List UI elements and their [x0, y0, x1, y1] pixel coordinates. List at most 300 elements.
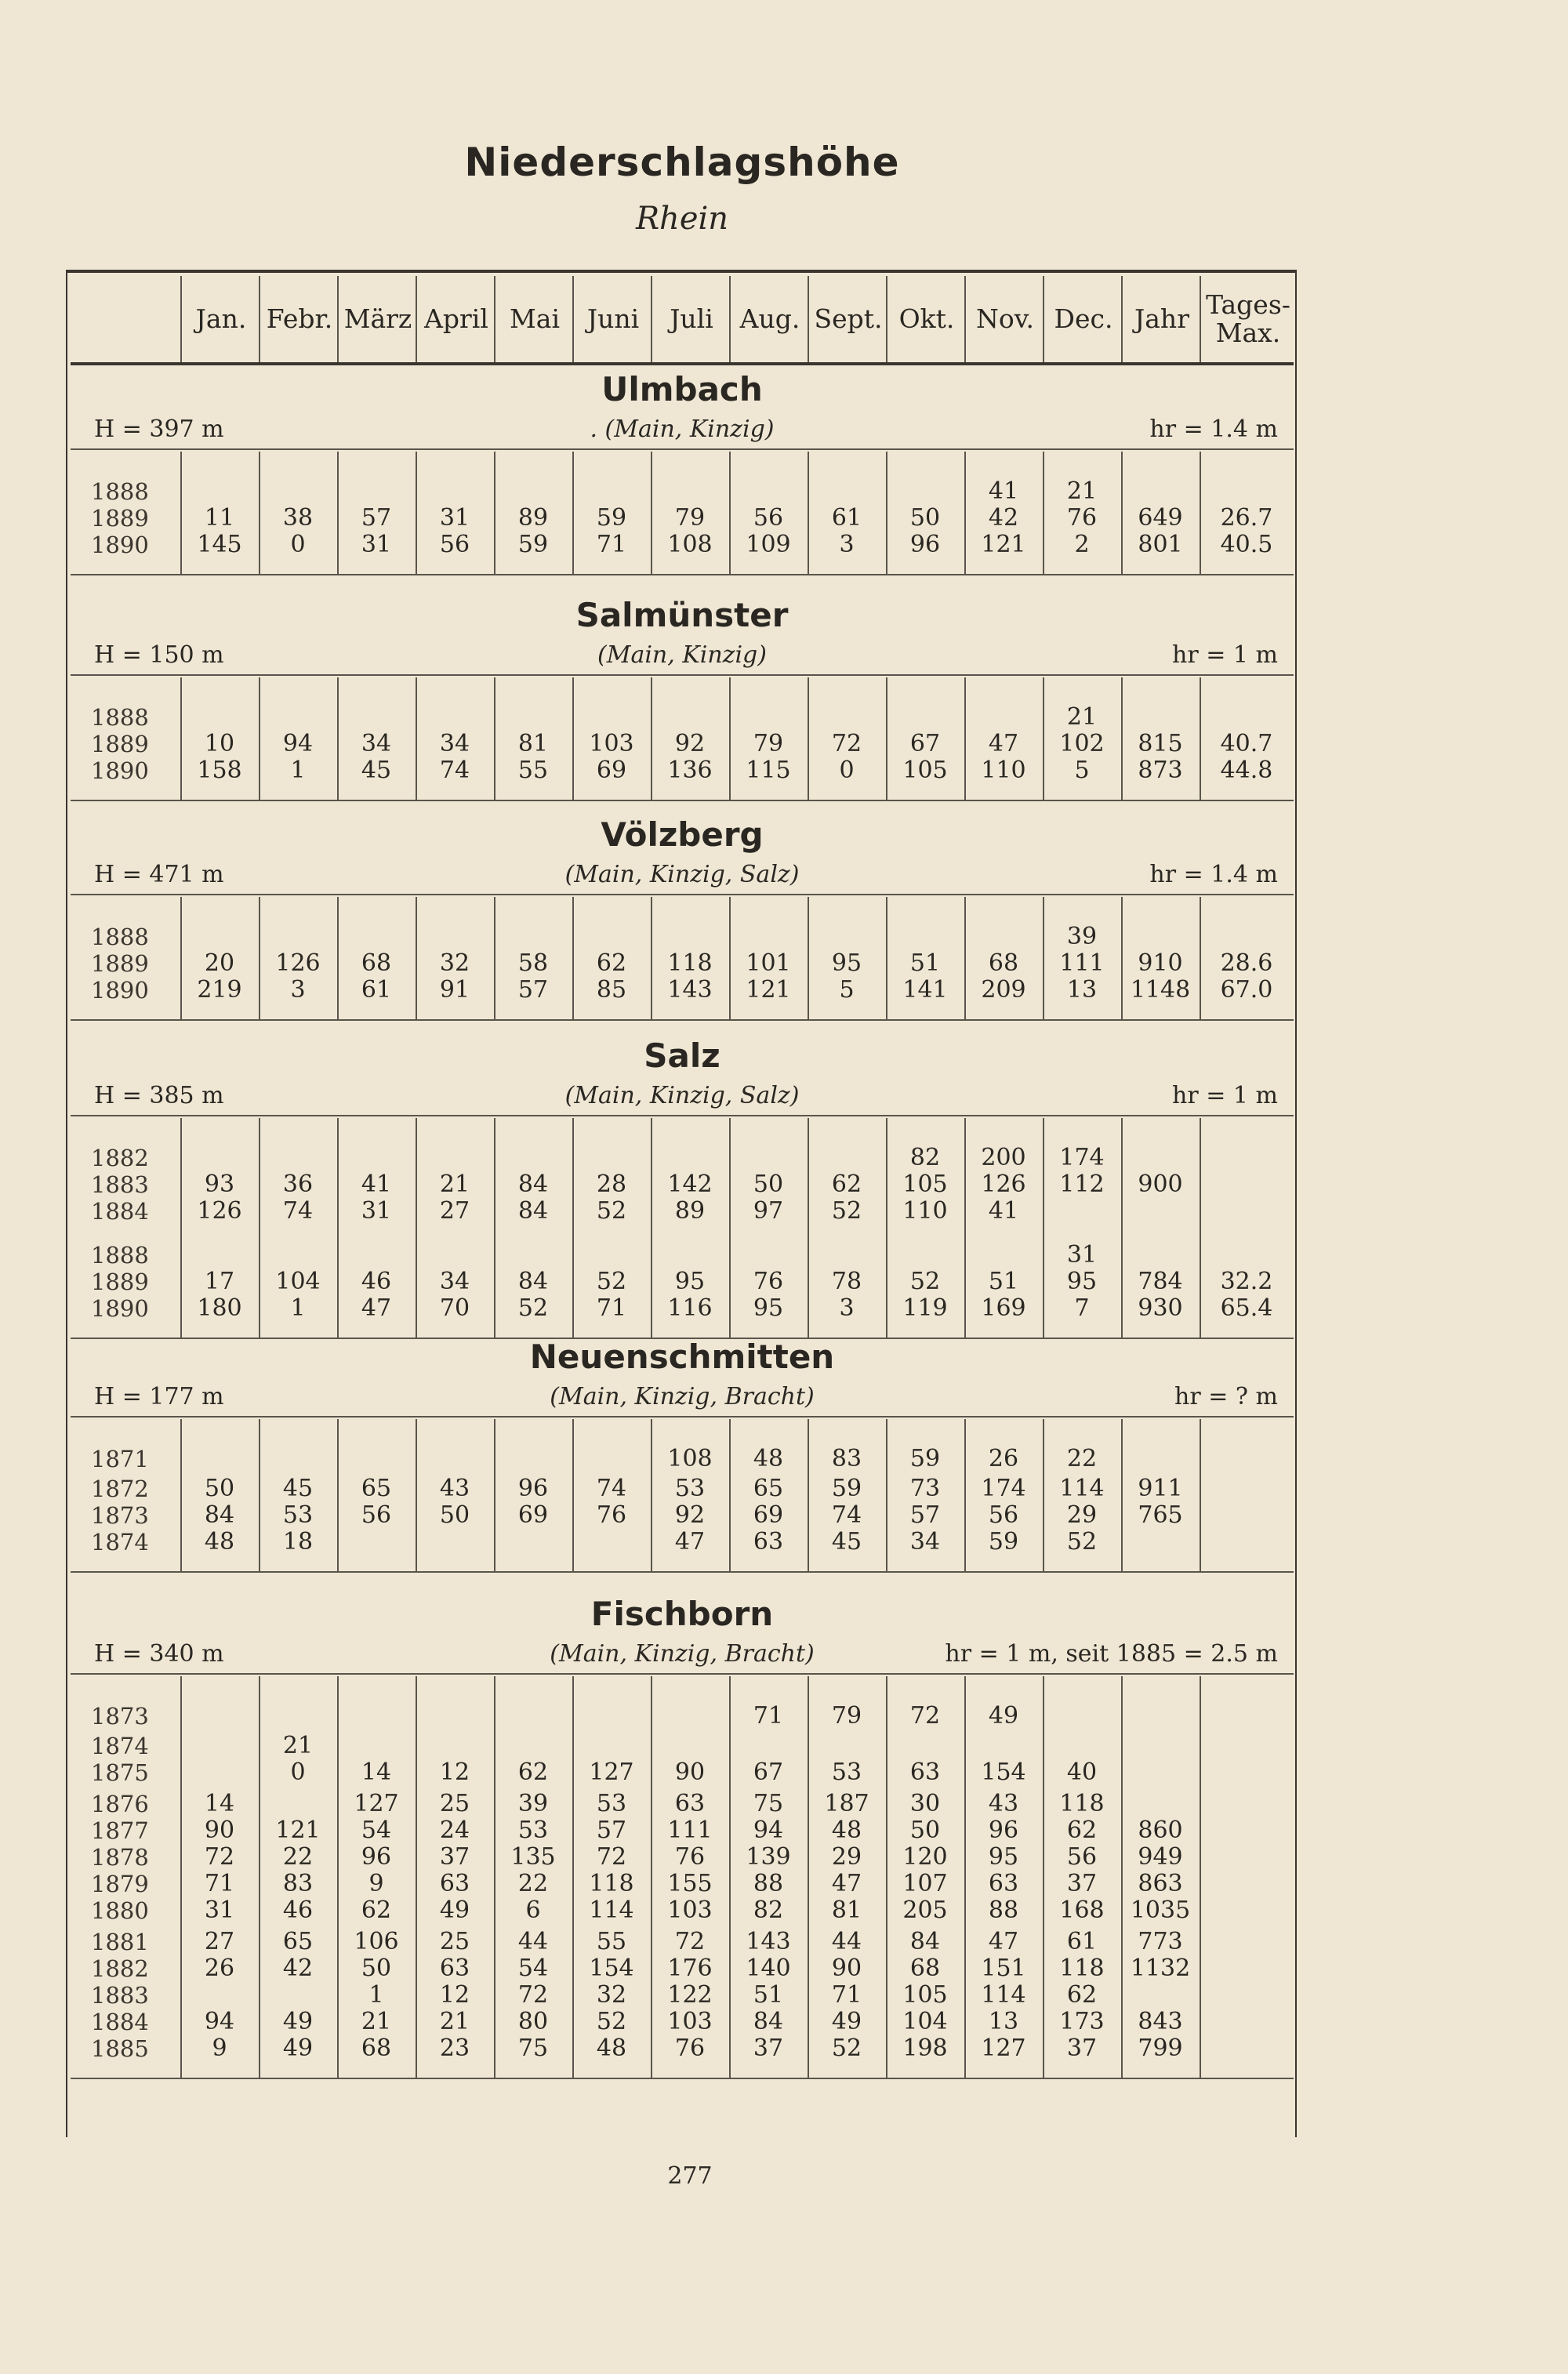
- row-year: 1879: [91, 1871, 149, 1897]
- table-cell: 89: [517, 504, 549, 532]
- table-cell: 108: [667, 1445, 713, 1472]
- table-cell: 96: [909, 531, 941, 558]
- column-divider: [1121, 1118, 1123, 1338]
- table-cell: 22: [1066, 1445, 1098, 1472]
- table-cell: 68: [988, 949, 1019, 977]
- station-gauge-height: hr = 1 m: [1172, 641, 1278, 669]
- column-header: Sept.: [808, 276, 887, 362]
- table-cell: 54: [361, 1817, 392, 1844]
- table-cell: 95: [988, 1843, 1019, 1871]
- row-year: 1873: [91, 1502, 149, 1529]
- station-name: Salz: [644, 1036, 720, 1075]
- table-cell: 96: [361, 1843, 392, 1871]
- table-cell: 127: [589, 1759, 634, 1786]
- table-cell: 62: [1066, 1817, 1098, 1844]
- table-cell: 62: [831, 1171, 862, 1198]
- table-cell: 81: [517, 730, 549, 757]
- table-cell: 49: [282, 2008, 314, 2035]
- table-cell: 121: [746, 976, 791, 1004]
- column-divider: [651, 452, 652, 574]
- column-divider: [337, 897, 339, 1019]
- table-cell: 52: [596, 1197, 627, 1225]
- table-row: [71, 2035, 1294, 2062]
- table-cell: 103: [667, 2008, 713, 2035]
- station-river: (Main, Kinzig, Salz): [564, 861, 800, 888]
- table-cell: 53: [596, 1790, 627, 1817]
- table-cell: 118: [667, 949, 713, 977]
- table-cell: 7: [1074, 1294, 1090, 1322]
- table-cell: 122: [667, 1981, 713, 2009]
- table-cell: 84: [909, 1928, 941, 1955]
- table-row: [71, 1733, 1294, 1759]
- table-cell: 44: [831, 1928, 862, 1955]
- table-cell: 119: [902, 1294, 948, 1322]
- table-cell: 57: [517, 976, 549, 1004]
- table-cell: 118: [589, 1870, 634, 1897]
- station-height: H = 177 m: [94, 1383, 224, 1410]
- table-cell: 860: [1138, 1817, 1183, 1844]
- table-cell: 63: [909, 1759, 941, 1786]
- table-cell: 47: [988, 730, 1019, 757]
- table-cell: 200: [981, 1144, 1026, 1171]
- column-header: Okt.: [886, 276, 966, 362]
- table-cell: 58: [517, 949, 549, 977]
- table-cell: 84: [517, 1268, 549, 1295]
- station-gauge-height: hr = 1.4 m: [1149, 416, 1278, 443]
- table-cell: 27: [439, 1197, 470, 1225]
- table-cell: 71: [204, 1870, 235, 1897]
- table-row: [71, 1476, 1294, 1502]
- table-cell: 52: [596, 1268, 627, 1295]
- station-bottom-rule: [71, 1571, 1294, 1573]
- table-cell: 110: [902, 1197, 948, 1225]
- table-cell: 801: [1138, 531, 1183, 558]
- table-cell: 105: [902, 1981, 948, 2009]
- table-cell: 13: [988, 2008, 1019, 2035]
- column-divider: [337, 1118, 339, 1338]
- table-cell: 45: [282, 1475, 314, 1502]
- column-header: April: [416, 276, 495, 362]
- station-river: . (Main, Kinzig): [590, 416, 775, 443]
- column-divider: [729, 1118, 731, 1338]
- table-cell: 56: [439, 531, 470, 558]
- table-cell: 47: [988, 1928, 1019, 1955]
- table-cell: 68: [909, 1955, 941, 1982]
- table-cell: 68: [361, 2035, 392, 2062]
- table-cell: 41: [988, 1197, 1019, 1225]
- table-cell: 71: [596, 1294, 627, 1322]
- table-cell: 14: [204, 1790, 235, 1817]
- table-cell: 61: [361, 976, 392, 1004]
- table-cell: 43: [439, 1475, 470, 1502]
- table-row: [71, 505, 1294, 532]
- table-cell: 96: [517, 1475, 549, 1502]
- column-divider: [494, 897, 495, 1019]
- table-row: [71, 977, 1294, 1004]
- table-cell: 34: [439, 730, 470, 757]
- table-cell: 67: [909, 730, 941, 757]
- column-divider: [729, 1676, 731, 2078]
- table-cell: 48: [753, 1445, 784, 1472]
- column-divider: [808, 1419, 809, 1571]
- row-year: 1890: [91, 1295, 149, 1322]
- column-divider: [1043, 452, 1044, 574]
- table-cell: 45: [361, 757, 392, 784]
- table-cell: 69: [596, 757, 627, 784]
- table-cell: 158: [197, 757, 242, 784]
- table-cell: 209: [981, 976, 1026, 1004]
- table-row: [71, 1242, 1294, 1269]
- column-divider: [729, 452, 731, 574]
- table-cell: 83: [282, 1870, 314, 1897]
- table-cell: 59: [831, 1475, 862, 1502]
- table-cell: 45: [831, 1528, 862, 1555]
- column-divider: [808, 897, 809, 1019]
- table-cell: 773: [1138, 1928, 1183, 1955]
- table-row: [71, 1982, 1294, 2009]
- table-cell: 27: [204, 1928, 235, 1955]
- table-cell: 32: [439, 949, 470, 977]
- table-cell: 59: [596, 504, 627, 532]
- row-year: 1889: [91, 731, 149, 757]
- table-cell: 21: [439, 1171, 470, 1198]
- station-height: H = 150 m: [94, 641, 224, 669]
- station-river: (Main, Kinzig): [597, 641, 767, 669]
- column-divider: [1043, 677, 1044, 800]
- table-cell: 82: [909, 1144, 941, 1171]
- table-cell: 52: [831, 2035, 862, 2062]
- table-cell: 71: [596, 531, 627, 558]
- table-cell: 135: [510, 1843, 556, 1871]
- table-cell: 799: [1138, 2035, 1183, 2062]
- table-cell: 96: [988, 1817, 1019, 1844]
- column-divider: [180, 897, 182, 1019]
- column-header: Dec.: [1043, 276, 1123, 362]
- table-cell: 73: [909, 1475, 941, 1502]
- table-cell: 103: [667, 1897, 713, 1924]
- table-cell: 92: [674, 1501, 706, 1529]
- table-row: [71, 1759, 1294, 1786]
- table-cell: 127: [354, 1790, 399, 1817]
- row-year: 1890: [91, 757, 149, 784]
- station-height: H = 340 m: [94, 1640, 224, 1668]
- table-cell: 95: [831, 949, 862, 977]
- table-cell: 22: [517, 1870, 549, 1897]
- table-cell: 108: [667, 531, 713, 558]
- table-cell: 23: [439, 2035, 470, 2062]
- station-gauge-height: hr = 1 m: [1172, 1082, 1278, 1109]
- station-gauge-height: hr = 1.4 m: [1149, 861, 1278, 888]
- table-cell: 65: [753, 1475, 784, 1502]
- row-year: 1875: [91, 1759, 149, 1786]
- station-river: (Main, Kinzig, Bracht): [550, 1383, 815, 1410]
- table-cell: 30: [909, 1790, 941, 1817]
- table-cell: 116: [667, 1294, 713, 1322]
- table-cell: 145: [197, 531, 242, 558]
- table-cell: 21: [439, 2008, 470, 2035]
- column-divider: [886, 452, 887, 574]
- table-cell: 52: [909, 1268, 941, 1295]
- table-cell: 75: [753, 1790, 784, 1817]
- table-cell: 37: [439, 1843, 470, 1871]
- table-cell: 0: [839, 757, 855, 784]
- station-name: Salmünster: [575, 596, 789, 634]
- table-cell: 154: [981, 1759, 1026, 1786]
- table-cell: 38: [282, 504, 314, 532]
- table-cell: 843: [1138, 2008, 1183, 2035]
- table-header: [71, 276, 1294, 365]
- table-cell: 29: [831, 1843, 862, 1871]
- table-cell: 88: [753, 1870, 784, 1897]
- table-cell: 25: [439, 1790, 470, 1817]
- table-cell: 1148: [1130, 976, 1191, 1004]
- table-cell: 90: [831, 1955, 862, 1982]
- column-divider: [1121, 897, 1123, 1019]
- table-cell: 62: [517, 1759, 549, 1786]
- table-cell: 109: [746, 531, 791, 558]
- table-cell: 85: [596, 976, 627, 1004]
- table-row: [71, 1198, 1294, 1225]
- table-cell: 49: [831, 2008, 862, 2035]
- table-cell: 873: [1138, 757, 1183, 784]
- column-divider: [180, 1676, 182, 2078]
- table-cell: 48: [204, 1528, 235, 1555]
- table-cell: 102: [1059, 730, 1105, 757]
- column-divider: [886, 1419, 887, 1571]
- column-divider: [1121, 452, 1123, 574]
- table-cell: 67: [753, 1759, 784, 1786]
- table-cell: 31: [361, 531, 392, 558]
- column-divider: [729, 677, 731, 800]
- table-cell: 74: [831, 1501, 862, 1529]
- table-cell: 37: [1066, 2035, 1098, 2062]
- row-year: 1888: [91, 478, 149, 505]
- table-cell: 143: [667, 976, 713, 1004]
- table-cell: 1: [290, 1294, 306, 1322]
- column-divider: [259, 897, 260, 1019]
- column-divider: [1200, 1118, 1201, 1338]
- row-year: 1883: [91, 1171, 149, 1198]
- column-divider: [1043, 1118, 1044, 1338]
- table-cell: 34: [909, 1528, 941, 1555]
- table-cell: 40.5: [1220, 531, 1273, 558]
- table-cell: 105: [902, 1171, 948, 1198]
- table-cell: 62: [596, 949, 627, 977]
- table-cell: 91: [439, 976, 470, 1004]
- station-height: H = 397 m: [94, 416, 224, 443]
- table-cell: 110: [981, 757, 1026, 784]
- table-cell: 103: [589, 730, 634, 757]
- table-cell: 50: [204, 1475, 235, 1502]
- table-cell: 41: [988, 477, 1019, 505]
- station-rule: [71, 1115, 1294, 1116]
- column-divider: [1043, 1419, 1044, 1571]
- table-cell: 57: [596, 1817, 627, 1844]
- table-cell: 3: [839, 531, 855, 558]
- table-cell: 44: [517, 1928, 549, 1955]
- table-cell: 126: [275, 949, 321, 977]
- table-row: [71, 1145, 1294, 1171]
- station-bottom-rule: [71, 574, 1294, 575]
- table-cell: 40: [1066, 1759, 1098, 1786]
- table-cell: 198: [902, 2035, 948, 2062]
- table-cell: 21: [282, 1732, 314, 1759]
- table-cell: 180: [197, 1294, 242, 1322]
- table-cell: 1035: [1130, 1897, 1191, 1924]
- table-cell: 142: [667, 1171, 713, 1198]
- table-cell: 81: [831, 1897, 862, 1924]
- table-cell: 36: [282, 1171, 314, 1198]
- table-cell: 9: [212, 2035, 227, 2062]
- column-header: Jan.: [180, 276, 260, 362]
- table-cell: 65: [361, 1475, 392, 1502]
- column-divider: [337, 677, 339, 800]
- table-cell: 63: [439, 1870, 470, 1897]
- table-cell: 31: [361, 1197, 392, 1225]
- column-divider: [416, 897, 417, 1019]
- table-cell: 52: [831, 1197, 862, 1225]
- table-cell: 121: [275, 1817, 321, 1844]
- table-cell: 176: [667, 1955, 713, 1982]
- row-year: 1890: [91, 977, 149, 1004]
- table-cell: 41: [361, 1171, 392, 1198]
- table-cell: 59: [909, 1445, 941, 1472]
- column-divider: [494, 1676, 495, 2078]
- table-cell: 49: [439, 1897, 470, 1924]
- table-row: [71, 532, 1294, 558]
- table-cell: 56: [361, 1501, 392, 1529]
- station-height: H = 385 m: [94, 1082, 224, 1109]
- table-cell: 6: [525, 1897, 541, 1924]
- table-cell: 44.8: [1220, 757, 1273, 784]
- table-cell: 68: [361, 949, 392, 977]
- table-cell: 84: [204, 1501, 235, 1529]
- table-cell: 949: [1138, 1843, 1183, 1871]
- table-cell: 71: [831, 1981, 862, 2009]
- table-cell: 139: [746, 1843, 791, 1871]
- station-bottom-rule: [71, 1019, 1294, 1021]
- column-divider: [337, 1419, 339, 1571]
- table-cell: 53: [517, 1817, 549, 1844]
- column-divider: [886, 1118, 887, 1338]
- column-divider: [416, 1676, 417, 2078]
- table-cell: 84: [517, 1171, 549, 1198]
- table-cell: 56: [753, 504, 784, 532]
- table-cell: 72: [596, 1843, 627, 1871]
- table-cell: 10: [204, 730, 235, 757]
- table-cell: 151: [981, 1955, 1026, 1982]
- column-header-label: Tages- Max.: [1206, 289, 1290, 348]
- column-divider: [1121, 1419, 1123, 1571]
- table-cell: 2: [1074, 531, 1090, 558]
- row-year: 1881: [91, 1929, 149, 1955]
- table-cell: 141: [902, 976, 948, 1004]
- row-year: 1883: [91, 1982, 149, 2009]
- table-cell: 121: [981, 531, 1026, 558]
- table-cell: 54: [517, 1955, 549, 1982]
- table-cell: 863: [1138, 1870, 1183, 1897]
- column-divider: [180, 677, 182, 800]
- column-divider: [416, 452, 417, 574]
- table-cell: 90: [204, 1817, 235, 1844]
- table-cell: 56: [1066, 1843, 1098, 1871]
- column-divider: [886, 677, 887, 800]
- column-divider: [572, 452, 574, 574]
- table-cell: 82: [753, 1897, 784, 1924]
- table-cell: 51: [909, 949, 941, 977]
- table-cell: 765: [1138, 1501, 1183, 1529]
- table-cell: 47: [831, 1870, 862, 1897]
- station-name: Neuenschmitten: [529, 1338, 835, 1376]
- row-year: 1880: [91, 1897, 149, 1924]
- column-header: Jahr: [1121, 276, 1201, 362]
- station-river: (Main, Kinzig, Bracht): [550, 1640, 815, 1668]
- column-divider: [494, 677, 495, 800]
- table-cell: 40.7: [1220, 730, 1273, 757]
- column-divider: [808, 1676, 809, 2078]
- table-cell: 80: [517, 2008, 549, 2035]
- page-number: 277: [667, 2162, 713, 2190]
- table-cell: 63: [753, 1528, 784, 1555]
- table-cell: 101: [746, 949, 791, 977]
- table-cell: 97: [753, 1197, 784, 1225]
- table-cell: 94: [753, 1817, 784, 1844]
- table-row: [71, 1295, 1294, 1322]
- table-cell: 9: [368, 1870, 384, 1897]
- table-row: [71, 1817, 1294, 1844]
- table-cell: 32.2: [1220, 1268, 1273, 1295]
- table-cell: 136: [667, 757, 713, 784]
- table-cell: 70: [439, 1294, 470, 1322]
- column-divider: [572, 1676, 574, 2078]
- column-divider: [1200, 452, 1201, 574]
- column-divider: [729, 1419, 731, 1571]
- column-divider: [416, 1118, 417, 1338]
- table-cell: 20: [204, 949, 235, 977]
- table-cell: 57: [361, 504, 392, 532]
- table-cell: 112: [1059, 1171, 1105, 1198]
- station-gauge-height: hr = ? m: [1174, 1383, 1278, 1410]
- column-divider: [494, 452, 495, 574]
- table-row: [71, 1446, 1294, 1472]
- table-cell: 51: [988, 1268, 1019, 1295]
- table-cell: 55: [596, 1928, 627, 1955]
- row-year: 1888: [91, 924, 149, 950]
- column-divider: [1200, 677, 1201, 800]
- column-divider: [572, 1118, 574, 1338]
- column-divider: [651, 677, 652, 800]
- table-cell: 26.7: [1220, 504, 1273, 532]
- table-cell: 24: [439, 1817, 470, 1844]
- table-cell: 72: [674, 1928, 706, 1955]
- table-row: [71, 2009, 1294, 2035]
- row-year: 1877: [91, 1817, 149, 1844]
- table-cell: 126: [197, 1197, 242, 1225]
- table-cell: 930: [1138, 1294, 1183, 1322]
- table-cell: 174: [1059, 1144, 1105, 1171]
- column-divider: [494, 1118, 495, 1338]
- row-year: 1885: [91, 2035, 149, 2062]
- column-header: Juli: [651, 276, 731, 362]
- table-cell: 0: [290, 531, 306, 558]
- table-cell: 78: [831, 1268, 862, 1295]
- table-row: [71, 1269, 1294, 1295]
- table-cell: 114: [981, 1981, 1026, 2009]
- table-cell: 12: [439, 1759, 470, 1786]
- table-cell: 76: [1066, 504, 1098, 532]
- table-cell: 120: [902, 1843, 948, 1871]
- station-name: Völzberg: [601, 815, 764, 854]
